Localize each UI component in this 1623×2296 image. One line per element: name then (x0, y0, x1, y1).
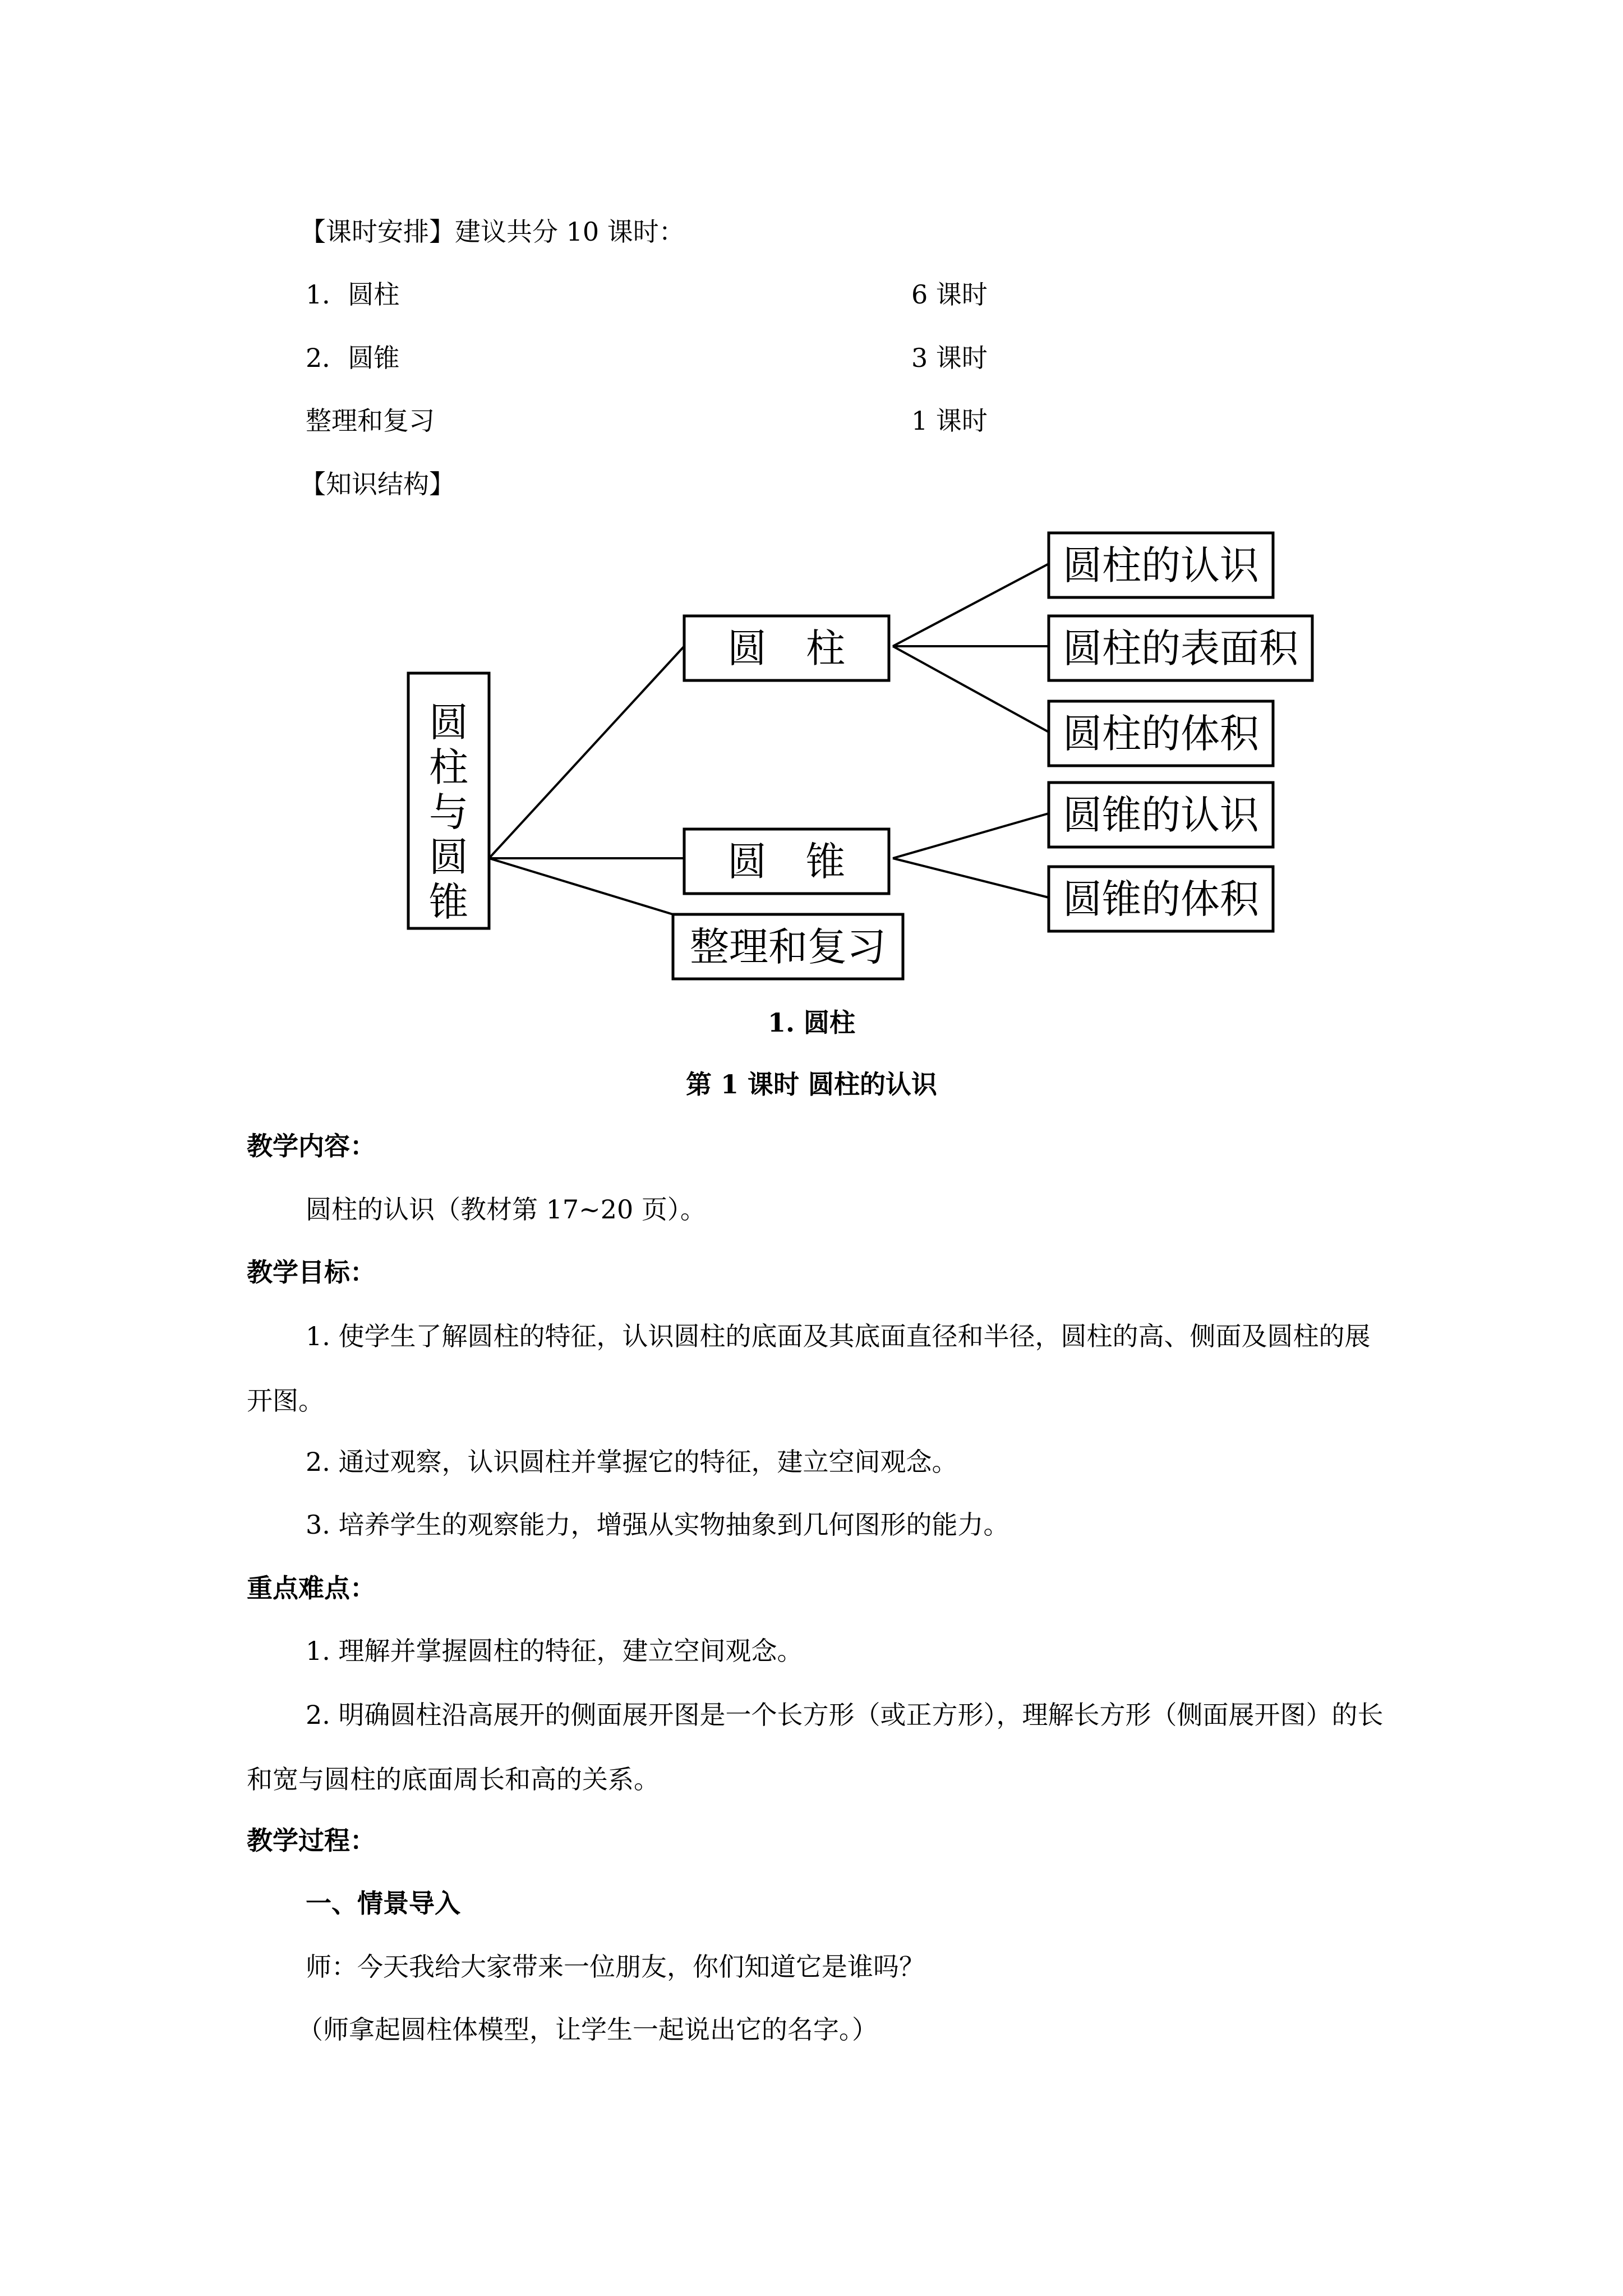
root-char: 与 (429, 789, 468, 835)
cylinder-item-label: 圆柱的表面积 (1063, 625, 1298, 671)
cone-label: 圆 锥 (727, 839, 845, 885)
root-char: 圆 (429, 700, 468, 746)
schedule-heading: 【课时安排】建议共分 10 课时： (300, 217, 685, 247)
unit-title: 1. 圆柱 (767, 1007, 856, 1038)
step1-heading: 一、情景导入 (306, 1888, 460, 1918)
goal-paragraph: 2. 通过观察，认识圆柱并掌握它的特征，建立空间观念。 (306, 1447, 958, 1477)
cylinder-item-label: 圆柱的认识 (1063, 542, 1259, 588)
goal-paragraph: 3. 培养学生的观察能力，增强从实物抽象到几何图形的能力。 (306, 1510, 1009, 1540)
cylinder-item-label: 圆柱的体积 (1063, 711, 1259, 757)
root-char: 柱 (429, 744, 468, 790)
schedule-item-name: 1．圆柱 (306, 279, 400, 310)
schedule-item-hours: 1 课时 (911, 406, 988, 436)
knowledge-structure-diagram (0, 0, 1623, 1010)
connector-line (893, 646, 1049, 732)
goals-heading: 教学目标： (247, 1257, 376, 1287)
root-char: 锥 (429, 879, 468, 925)
review-label: 整理和复习 (690, 924, 886, 970)
schedule-item-name: 整理和复习 (306, 406, 435, 436)
connector-line (489, 858, 673, 914)
schedule-item-hours: 3 课时 (911, 343, 988, 373)
connector-line (489, 646, 684, 858)
schedule-item-hours: 6 课时 (911, 279, 988, 310)
content-heading: 教学内容： (247, 1131, 376, 1161)
key-paragraph: 1. 理解并掌握圆柱的特征，建立空间观念。 (306, 1636, 803, 1666)
connector-line (893, 813, 1049, 858)
root-char: 圆 (429, 834, 468, 880)
goal-paragraph: 1. 使学生了解圆柱的特征，认识圆柱的底面及其底面直径和半径，圆柱的高、侧面及圆柱的展开图。 (247, 1321, 1371, 1416)
step1-line: 师：今天我给大家带来一位朋友，你们知道它是谁吗？ (306, 1952, 925, 1982)
connector-line (893, 858, 1049, 898)
content-text: 圆柱的认识（教材第 17~20 页）。 (306, 1194, 706, 1225)
cone-item-label: 圆锥的体积 (1063, 876, 1259, 922)
lesson-title: 第 1 课时 圆柱的认识 (685, 1069, 938, 1099)
key-paragraph: 2. 明确圆柱沿高展开的侧面展开图是一个长方形（或正方形），理解长方形（侧面展开图）的长和宽与圆柱的底面周长和高的关系。 (247, 1700, 1384, 1795)
schedule-item-name: 2．圆锥 (306, 343, 400, 373)
cylinder-label: 圆 柱 (727, 625, 845, 671)
key-heading: 重点难点： (247, 1573, 376, 1603)
connector-line (893, 564, 1049, 646)
structure-heading: 【知识结构】 (300, 469, 455, 499)
step1-line: （师拿起圆柱体模型，让学生一起说出它的名字。） (297, 2014, 878, 2045)
process-heading: 教学过程： (247, 1825, 376, 1856)
cone-item-label: 圆锥的认识 (1063, 792, 1259, 838)
